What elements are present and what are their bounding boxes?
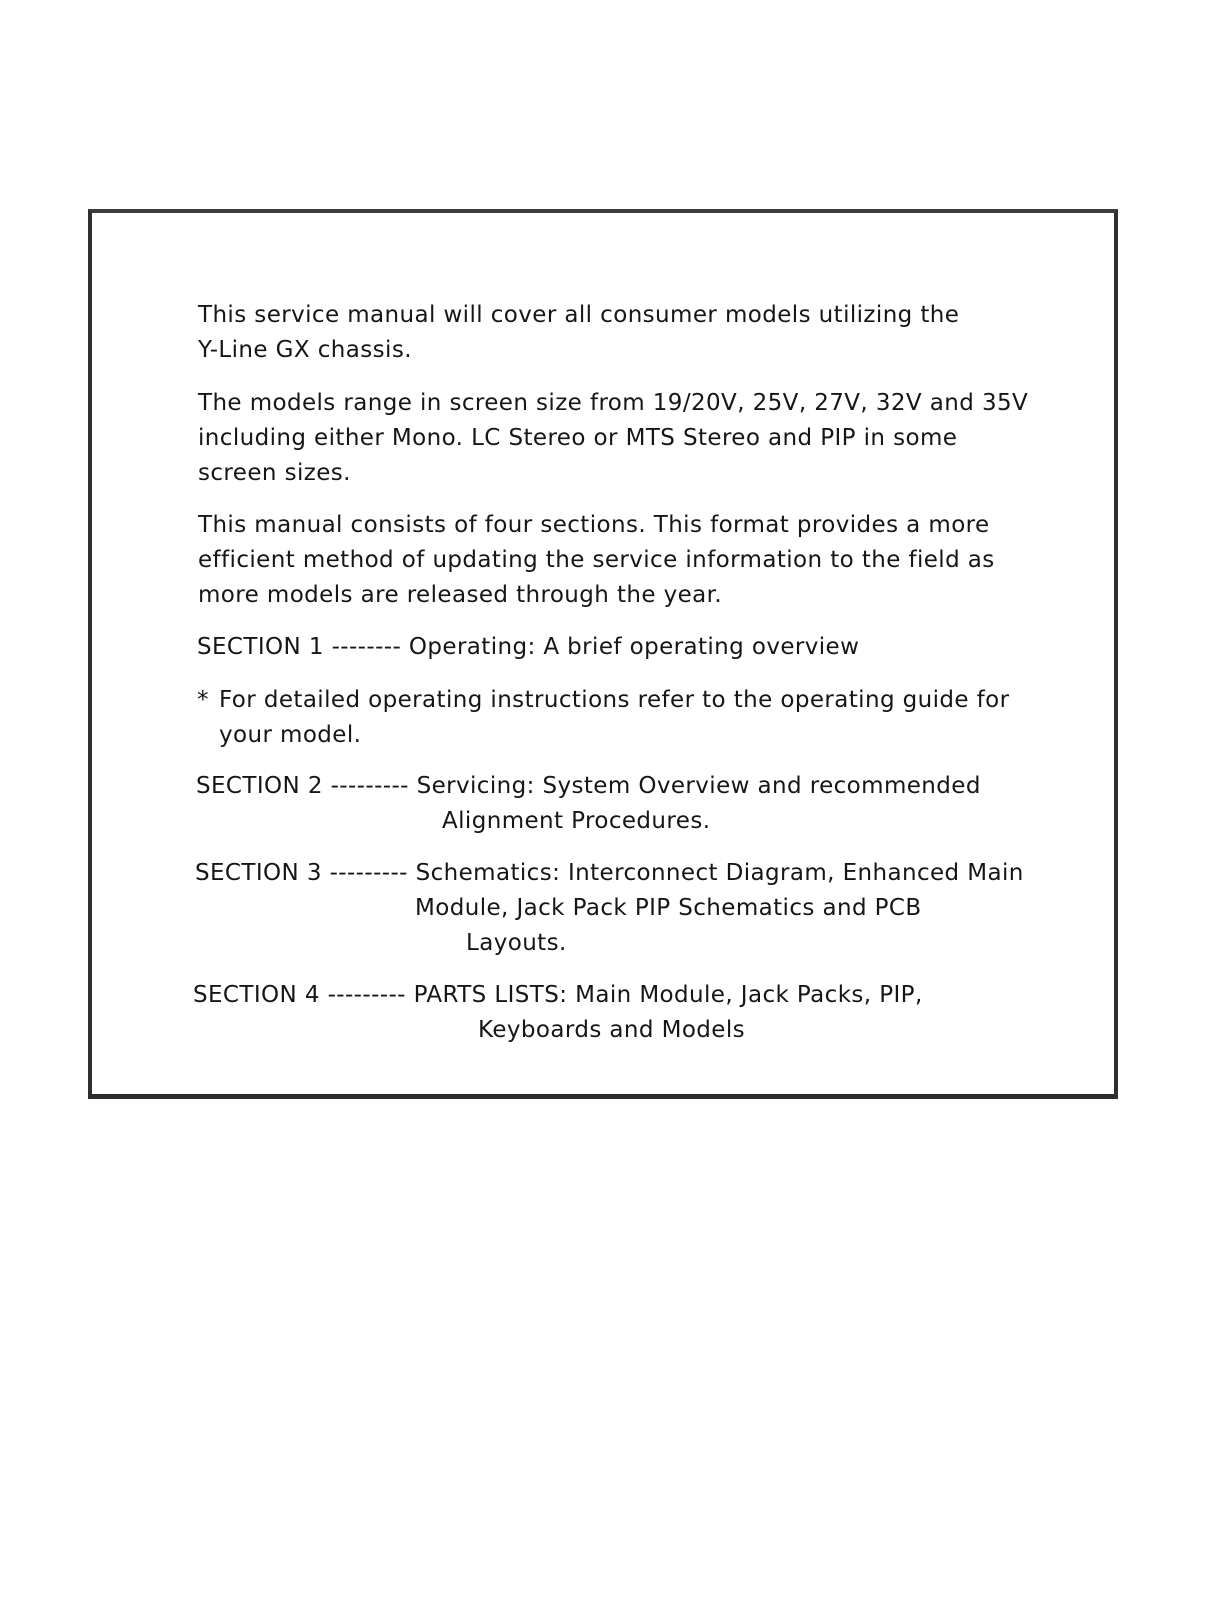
section-4-entry: SECTION 4 --------- PARTS LISTS: Main Module, Jack Packs, PIP, [193,982,923,1008]
note-line-1: For detailed operating instructions refer to the operating guide for [219,687,1010,713]
section-1-entry: SECTION 1 -------- Operating: A brief operating overview [197,634,860,660]
section-3-continuation-1: Module, Jack Pack PIP Schematics and PCB [415,895,922,921]
section-3-continuation-2: Layouts. [466,930,567,956]
intro-paragraph-2 [198,386,1028,491]
intro-paragraph-1 [198,298,959,368]
intro-p3-line-2: efficient method of updating the service information to the field as [198,547,995,573]
section-3-entry: SECTION 3 --------- Schematics: Interconnect Diagram, Enhanced Main [195,860,1024,886]
intro-p3-line-3: more models are released through the year. [198,582,723,608]
intro-p1-line-2: Y-Line GX chassis. [198,337,412,363]
intro-p3-line-1: This manual consists of four sections. This format provides a more [198,512,990,538]
section-4-continuation: Keyboards and Models [478,1017,746,1043]
section-2-entry: SECTION 2 --------- Servicing: System Overview and recommended [196,773,981,799]
intro-p1-line-1: This service manual will cover all consumer models utilizing the [198,302,960,328]
section-2-continuation: Alignment Procedures. [442,808,711,834]
note-line-2: your model. [219,722,362,748]
intro-p2-line-1: The models range in screen size from 19/20V, 25V, 27V, 32V and 35V [198,390,1029,416]
intro-paragraph-3 [198,508,995,613]
intro-p2-line-3: screen sizes. [198,460,351,486]
asterisk-marker: * [197,687,209,713]
operating-note [197,683,1010,753]
intro-p2-line-2: including either Mono. LC Stereo or MTS Stereo and PIP in some [198,425,958,451]
